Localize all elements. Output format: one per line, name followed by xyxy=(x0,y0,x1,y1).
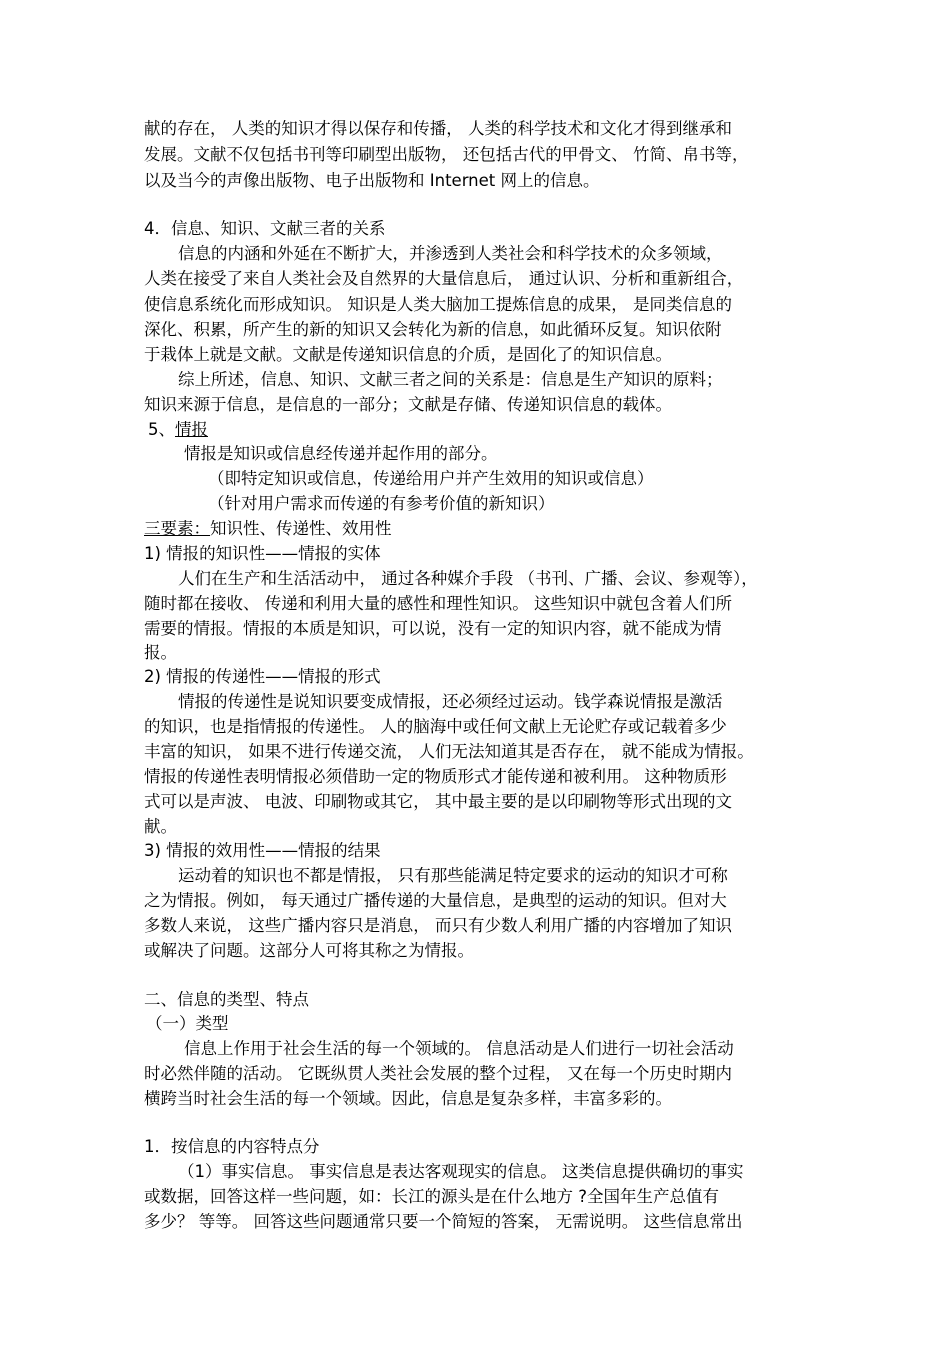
body-text-line: 知识来源于信息，是信息的一部分；文献是存储、传递知识信息的载体。 xyxy=(144,395,672,414)
body-text-line: 或解决了问题。这部分人可将其称之为情报。 xyxy=(144,941,474,960)
body-text-line: 情报是知识或信息经传递并起作用的部分。 xyxy=(184,444,498,463)
body-text-line: 人类在接受了来自人类社会及自然界的大量信息后， 通过认识、分析和重新组合， xyxy=(144,269,744,288)
subsection-heading: 1) 情报的知识性——情报的实体 xyxy=(144,544,381,563)
underlined-label: 三要素： xyxy=(144,519,210,538)
body-text-line: 式可以是声波、 电波、印刷物或其它， 其中最主要的是以印刷物等形式出现的文 xyxy=(144,792,732,811)
body-text-line: （针对用户需求而传递的有参考价值的新知识） xyxy=(208,494,555,513)
label-text: 知识性、传递性、效用性 xyxy=(210,519,392,538)
body-text-line: 的知识，也是指情报的传递性。 人的脑海中或任何文献上无论贮存或记载着多少 xyxy=(144,717,727,736)
body-text-line: 献。 xyxy=(144,817,177,836)
body-text-line: 之为情报。例如， 每天通过广播传递的大量信息，是典型的运动的知识。但对大 xyxy=(144,891,727,910)
body-text-line: 情报的传递性是说知识要变成情报，还必须经过运动。钱学森说情报是激活 xyxy=(178,692,723,711)
body-text-line: 丰富的知识， 如果不进行传递交流， 人们无法知道其是否存在， 就不能成为情报。 xyxy=(144,742,754,761)
body-text-line: 人们在生产和生活活动中， 通过各种媒介手段 （书刊、广播、会议、参观等）， xyxy=(178,569,758,588)
body-text-line: （即特定知识或信息，传递给用户并产生效用的知识或信息） xyxy=(208,469,654,488)
body-text-line: （1）事实信息。 事实信息是表达客观现实的信息。 这类信息提供确切的事实 xyxy=(178,1162,744,1181)
body-text-line: 信息的内涵和外延在不断扩大，并渗透到人类社会和科学技术的众多领域， xyxy=(178,244,723,263)
body-text-line: 报。 xyxy=(144,643,177,662)
subsection-heading: 2) 情报的传递性——情报的形式 xyxy=(144,667,381,686)
body-text-line: 随时都在接收、 传递和利用大量的感性和理性知识。 这些知识中就包含着人们所 xyxy=(144,594,732,613)
section-title: 情报 xyxy=(175,420,208,439)
section-heading: 4．信息、知识、文献三者的关系 xyxy=(144,219,386,238)
section-heading: 1．按信息的内容特点分 xyxy=(144,1137,320,1156)
body-text-line xyxy=(144,518,814,540)
chapter-heading: 二、信息的类型、特点 xyxy=(144,990,309,1009)
subsection-heading: 3) 情报的效用性——情报的结果 xyxy=(144,841,381,860)
body-text-line: 横跨当时社会生活的每一个领域。因此，信息是复杂多样，丰富多彩的。 xyxy=(144,1089,672,1108)
body-text-line: 多少？ 等等。 回答这些问题通常只要一个简短的答案， 无需说明。 这些信息常出 xyxy=(144,1212,743,1231)
body-text-line: 综上所述，信息、知识、文献三者之间的关系是：信息是生产知识的原料； xyxy=(178,370,723,389)
body-text-line: 献的存在， 人类的知识才得以保存和传播， 人类的科学技术和文化才得到继承和 xyxy=(144,119,732,138)
body-text-line: 需要的情报。情报的本质是知识，可以说，没有一定的知识内容，就不能成为情 xyxy=(144,619,722,638)
section-number: 5、 xyxy=(148,420,175,439)
body-text-line: 使信息系统化而形成知识。 知识是人类大脑加工提炼信息的成果， 是同类信息的 xyxy=(144,295,732,314)
body-text-line: 于栽体上就是文献。文献是传递知识信息的介质，是固化了的知识信息。 xyxy=(144,345,672,364)
body-text-line: 深化、积累，所产生的新的知识又会转化为新的信息，如此循环反复。知识依附 xyxy=(144,320,722,339)
body-text-line: 情报的传递性表明情报必须借助一定的物质形式才能传递和被利用。 这种物质形 xyxy=(144,767,727,786)
body-text-line: 信息上作用于社会生活的每一个领域的。 信息活动是人们进行一切社会活动 xyxy=(184,1039,734,1058)
section-heading: （一）类型 xyxy=(146,1014,229,1033)
body-text-line: 以及当今的声像出版物、电子出版物和 Internet 网上的信息。 xyxy=(144,171,600,190)
body-text-line: 时必然伴随的活动。 它既纵贯人类社会发展的整个过程， 又在每一个历史时期内 xyxy=(144,1064,732,1083)
body-text-line: 或数据，回答这样一些问题，如：长江的源头是在什么地方 ?全国年生产总值有 xyxy=(144,1187,720,1206)
body-text-line: 多数人来说， 这些广播内容只是消息， 而只有少数人利用广播的内容增加了知识 xyxy=(144,916,732,935)
body-text-line: 运动着的知识也不都是情报， 只有那些能满足特定要求的运动的知识才可称 xyxy=(178,866,728,885)
section-heading xyxy=(148,419,818,441)
body-text-line: 发展。文献不仅包括书刊等印刷型出版物， 还包括古代的甲骨文、 竹简、帛书等， xyxy=(144,145,749,164)
